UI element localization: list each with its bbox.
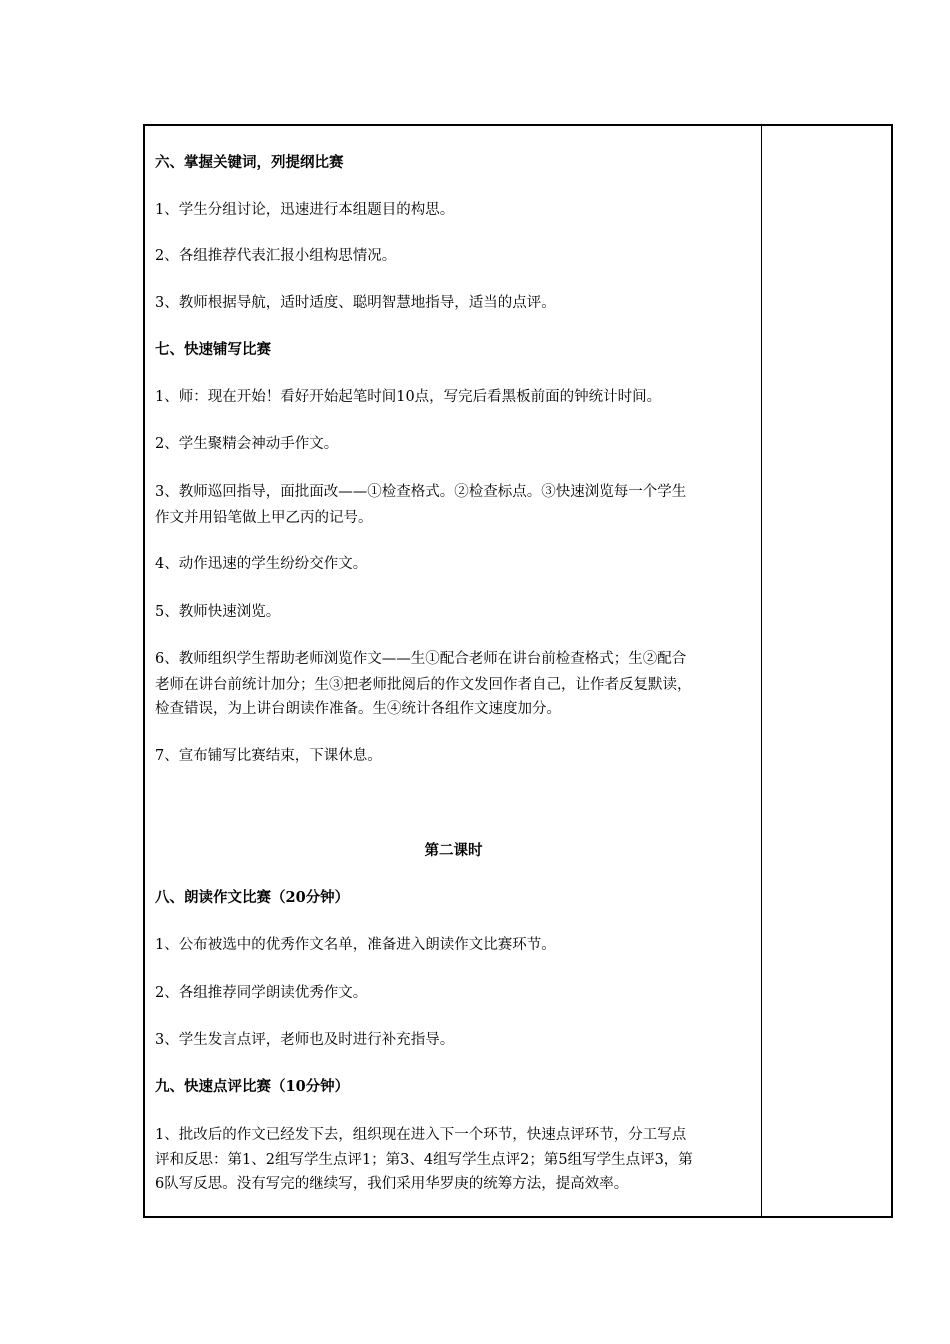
- section-9-heading: 九、快速点评比赛（10分钟）: [155, 1078, 350, 1095]
- section-7-heading: 七、快速铺写比赛: [155, 341, 271, 358]
- section-7-item: 3、教师巡回指导，面批面改——①检查格式。②检查标点。③快速浏览每一个学生: [155, 484, 687, 500]
- notes-cell: [762, 126, 891, 1216]
- section-7-item: 4、动作迅速的学生纷纷交作文。: [155, 556, 368, 572]
- section-8-item: 3、学生发言点评，老师也及时进行补充指导。: [155, 1032, 455, 1048]
- lesson-plan-table: [143, 124, 893, 1218]
- section-6-item: 3、教师根据导航，适时适度、聪明智慧地指导，适当的点评。: [155, 295, 556, 311]
- section-7-item: 1、师：现在开始！看好开始起笔时间10点，写完后看黑板前面的钟统计时间。: [155, 389, 662, 405]
- section-7-item: 2、学生聚精会神动手作文。: [155, 436, 339, 452]
- section-7-item-continued: 检查错误，为上讲台朗读作准备。生④统计各组作文速度加分。: [155, 701, 561, 717]
- section-8-item: 1、公布被选中的优秀作文名单，准备进入朗读作文比赛环节。: [155, 937, 556, 953]
- lesson-2-title: 第二课时: [424, 842, 483, 859]
- section-9-item: 1、批改后的作文已经发下去，组织现在进入下一个环节，快速点评环节，分工写点: [155, 1127, 687, 1143]
- section-7-item: 5、教师快速浏览。: [155, 604, 281, 620]
- section-7-item-continued: 老师在讲台前统计加分；生③把老师批阅后的作文发回作者自己，让作者反复默读，: [155, 677, 692, 693]
- section-7-item-continued: 作文并用铅笔做上甲乙丙的记号。: [155, 510, 373, 526]
- section-7-item: 6、教师组织学生帮助老师浏览作文——生①配合老师在讲台前检查格式；生②配合: [155, 651, 687, 667]
- section-9-item-continued: 6队写反思。没有写完的继续写，我们采用华罗庚的统筹方法，提高效率。: [155, 1176, 629, 1192]
- content-cell: [145, 126, 762, 1216]
- section-6-item: 2、各组推荐代表汇报小组构思情况。: [155, 248, 397, 264]
- section-9-item-continued: 评和反思：第1、2组写学生点评1；第3、4组写学生点评2；第5组写学生点评3，第: [155, 1152, 693, 1168]
- section-8-item: 2、各组推荐同学朗读优秀作文。: [155, 985, 368, 1001]
- section-7-item: 7、宣布铺写比赛结束，下课休息。: [155, 748, 382, 764]
- section-6-item: 1、学生分组讨论，迅速进行本组题目的构思。: [155, 202, 455, 218]
- section-6-heading: 六、掌握关键词，列提纲比赛: [155, 154, 344, 171]
- section-8-heading: 八、朗读作文比赛（20分钟）: [155, 889, 350, 906]
